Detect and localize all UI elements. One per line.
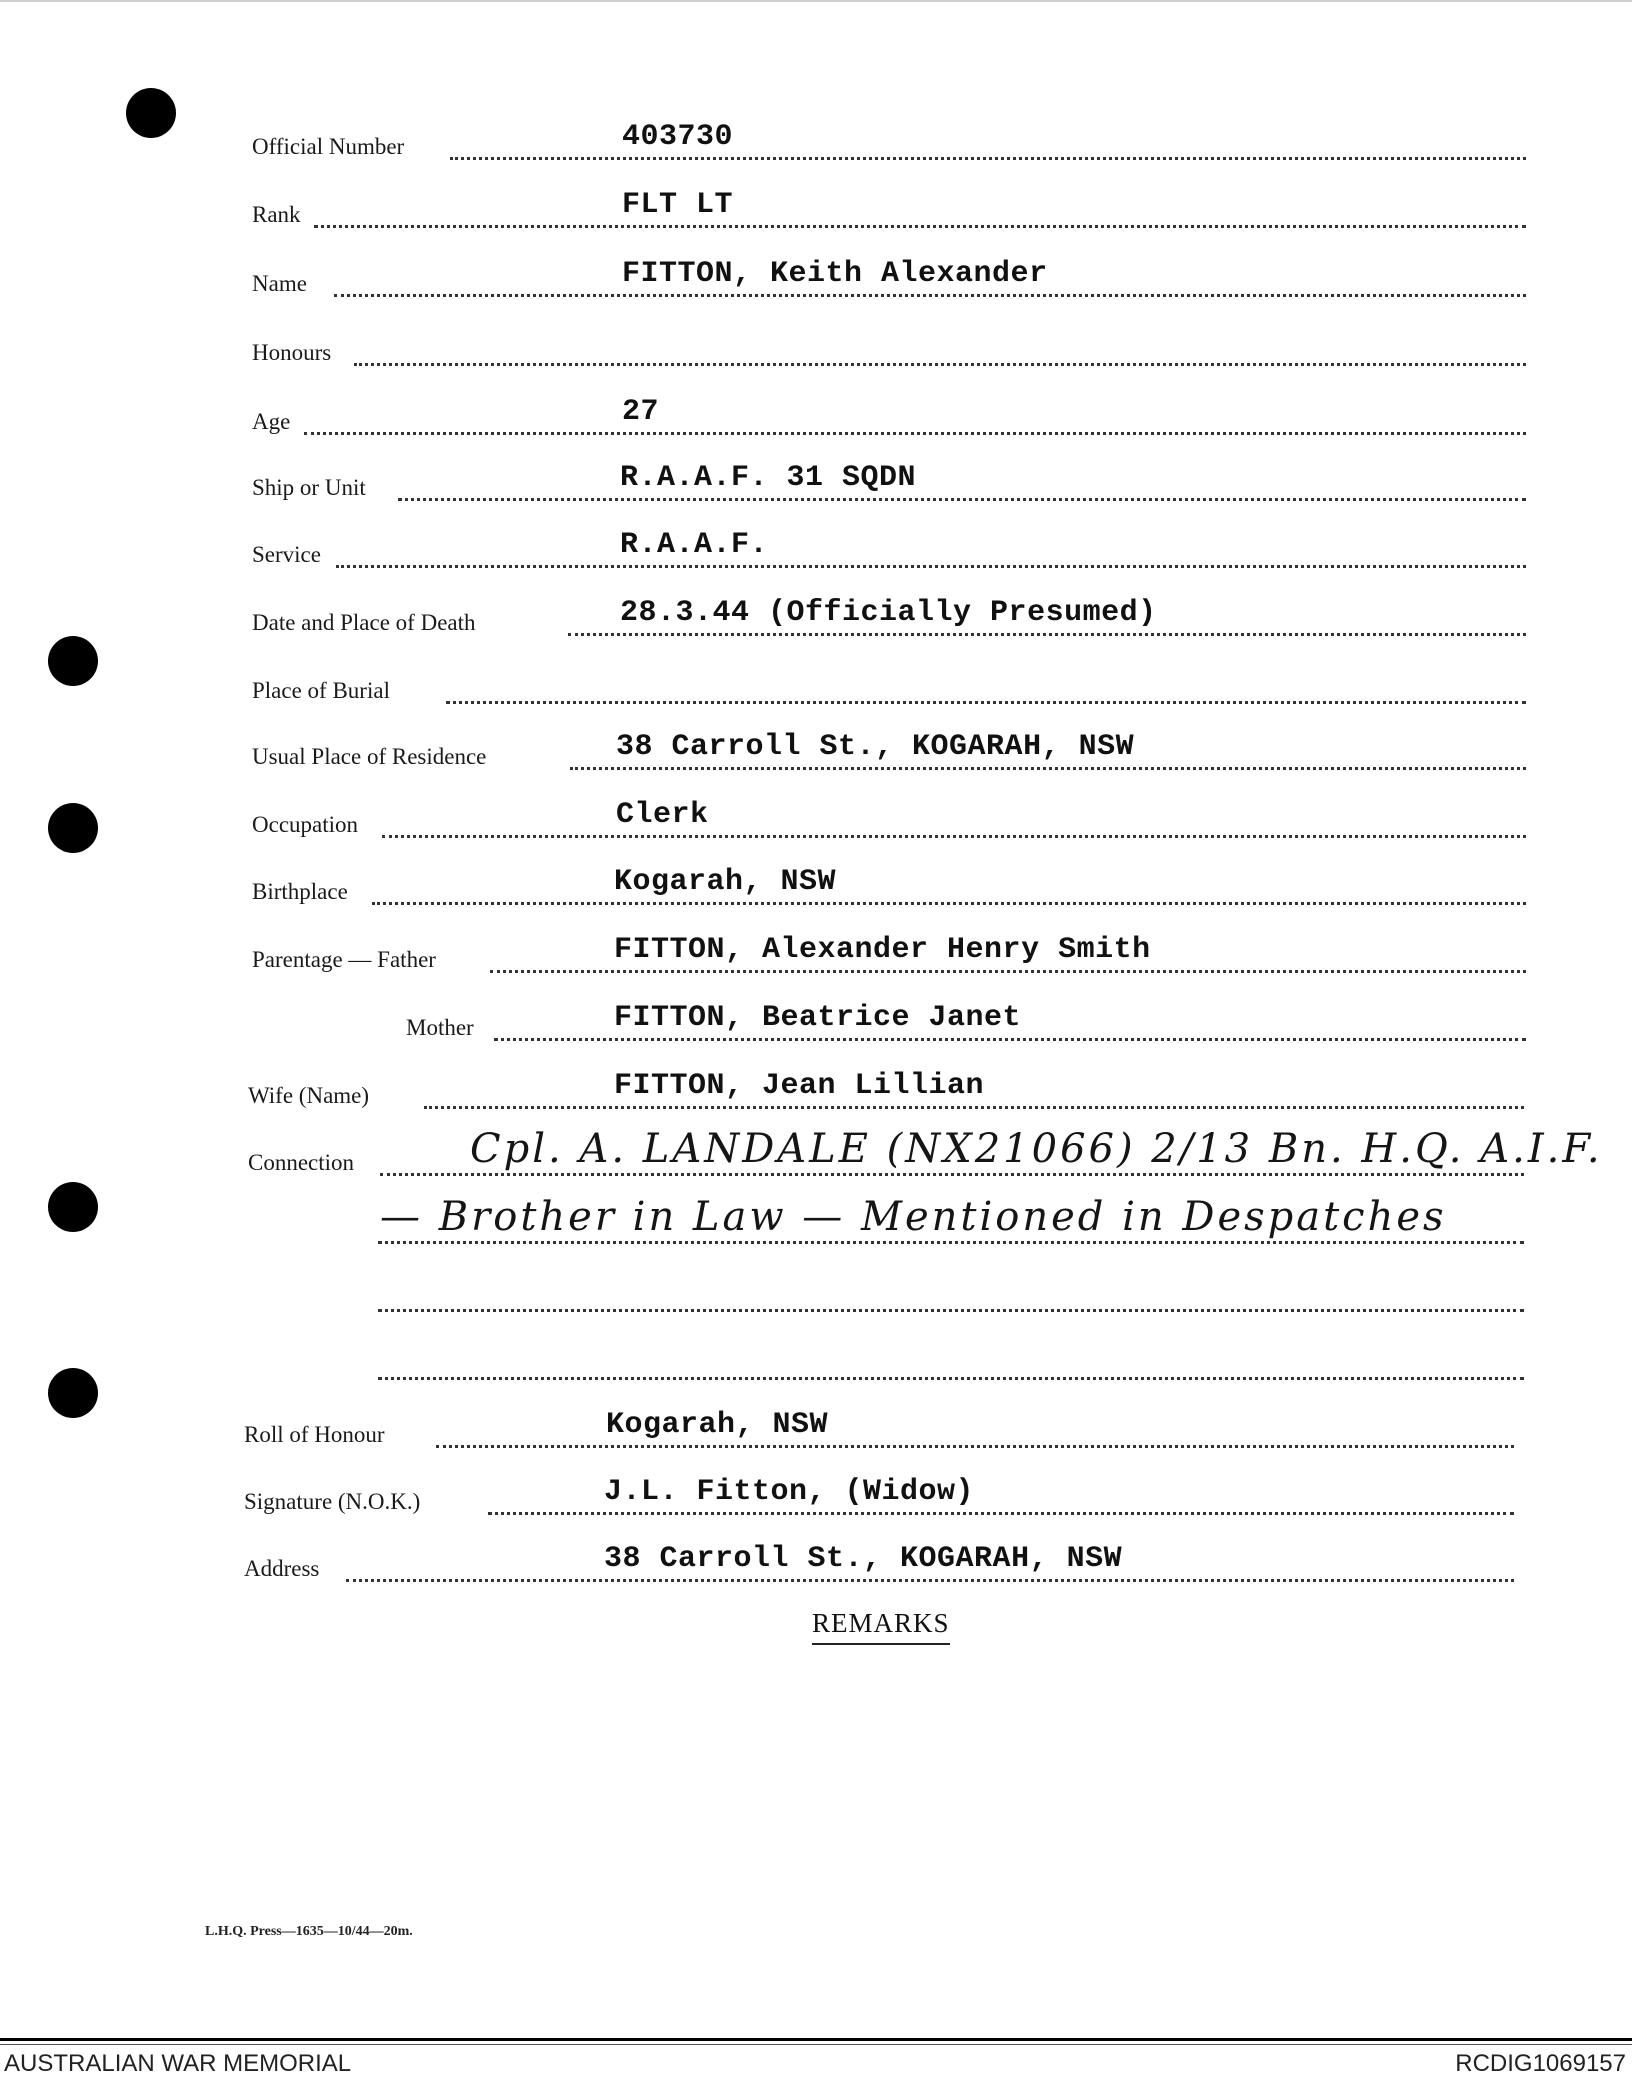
field-wife <box>0 1069 1632 1113</box>
field-rank <box>0 188 1632 232</box>
father-label: Parentage — Father <box>252 947 436 972</box>
usual-residence-label: Usual Place of Residence <box>252 744 487 769</box>
service-value: R.A.A.F. <box>620 528 769 562</box>
roll-of-honour-value: Kogarah, NSW <box>606 1408 829 1442</box>
field-ship-or-unit <box>0 461 1632 505</box>
roll-of-honour-line <box>436 1445 1514 1448</box>
official-number-label: Official Number <box>252 134 405 159</box>
field-official-number <box>0 120 1632 164</box>
field-age <box>0 395 1632 439</box>
occupation-line <box>382 835 1526 838</box>
wife-label: Wife (Name) <box>248 1083 370 1108</box>
birthplace-value: Kogarah, NSW <box>614 865 837 899</box>
ship-or-unit-value: R.A.A.F. 31 SQDN <box>620 461 917 495</box>
honours-label: Honours <box>252 340 332 365</box>
place-of-burial-line <box>446 701 1526 704</box>
field-birthplace <box>0 865 1632 909</box>
connection-line-2-text: — Brother in Law — Mentioned in Despatches <box>380 1194 1447 1240</box>
field-name <box>0 257 1632 301</box>
rank-value: FLT LT <box>622 188 734 222</box>
address-line <box>346 1579 1514 1582</box>
age-line <box>304 432 1526 435</box>
printer-mark: L.H.Q. Press—1635—10/44—20m. <box>205 1924 413 1939</box>
mother-label: Mother <box>406 1015 474 1040</box>
service-label: Service <box>252 542 321 567</box>
field-service <box>0 528 1632 572</box>
remarks-heading: REMARKS <box>812 1608 950 1645</box>
official-number-value: 403730 <box>622 120 734 154</box>
birthplace-label: Birthplace <box>252 879 348 904</box>
ship-or-unit-label: Ship or Unit <box>252 475 366 500</box>
official-number-line <box>450 157 1526 160</box>
usual-residence-value: 38 Carroll St., KOGARAH, NSW <box>616 730 1135 764</box>
field-usual-residence <box>0 730 1632 774</box>
occupation-label: Occupation <box>252 812 359 837</box>
field-connection <box>0 1126 1632 1180</box>
age-value: 27 <box>622 395 660 429</box>
ship-or-unit-line <box>398 498 1526 501</box>
address-value: 38 Carroll St., KOGARAH, NSW <box>604 1542 1123 1576</box>
connection-line-4 <box>378 1377 1524 1380</box>
connection-continuation-3 <box>0 1276 1632 1316</box>
connection-line-3 <box>378 1309 1524 1312</box>
roll-of-honour-label: Roll of Honour <box>244 1422 385 1447</box>
top-border <box>0 0 1632 2</box>
signature-value: J.L. Fitton, (Widow) <box>604 1475 975 1509</box>
age-label: Age <box>252 409 291 434</box>
rank-line <box>314 225 1526 228</box>
rank-label: Rank <box>252 202 301 227</box>
mother-line <box>494 1038 1526 1041</box>
name-value: FITTON, Keith Alexander <box>622 257 1048 291</box>
date-place-death-label: Date and Place of Death <box>252 610 476 635</box>
date-place-death-value: 28.3.44 (Officially Presumed) <box>620 596 1157 630</box>
field-roll-of-honour <box>0 1408 1632 1452</box>
connection-line-1-text: Cpl. A. LANDALE (NX21066) 2/13 Bn. H.Q. A.I.F. <box>470 1126 1603 1172</box>
name-line <box>334 294 1526 297</box>
father-line <box>490 970 1526 973</box>
footer-rule <box>0 2038 1632 2041</box>
service-line <box>336 565 1526 568</box>
birthplace-line <box>372 902 1526 905</box>
signature-line <box>488 1512 1514 1515</box>
connection-label: Connection <box>248 1150 355 1175</box>
date-place-death-line <box>568 633 1526 636</box>
field-date-place-death <box>0 596 1632 640</box>
address-label: Address <box>244 1556 320 1581</box>
connection-continuation-4 <box>0 1344 1632 1384</box>
footer-institution: AUSTRALIAN WAR MEMORIAL <box>4 2050 352 2077</box>
connection-line-2 <box>378 1241 1524 1244</box>
footer-rule-thin <box>0 2044 1632 2045</box>
field-father <box>0 933 1632 977</box>
wife-line <box>424 1106 1524 1109</box>
field-honours <box>0 330 1632 370</box>
occupation-value: Clerk <box>616 798 709 832</box>
field-signature <box>0 1475 1632 1519</box>
place-of-burial-label: Place of Burial <box>252 678 390 703</box>
wife-value: FITTON, Jean Lillian <box>614 1069 985 1103</box>
honours-line <box>354 363 1526 366</box>
field-place-of-burial <box>0 668 1632 708</box>
signature-label: Signature (N.O.K.) <box>244 1489 421 1514</box>
father-value: FITTON, Alexander Henry Smith <box>614 933 1151 967</box>
mother-value: FITTON, Beatrice Janet <box>614 1001 1022 1035</box>
footer-record-id: RCDIG1069157 <box>1455 2050 1626 2077</box>
name-label: Name <box>252 271 307 296</box>
field-address <box>0 1542 1632 1586</box>
field-mother <box>0 1001 1632 1045</box>
connection-line-1 <box>380 1173 1524 1176</box>
usual-residence-line <box>570 767 1526 770</box>
field-occupation <box>0 798 1632 842</box>
connection-continuation-2 <box>0 1194 1632 1248</box>
